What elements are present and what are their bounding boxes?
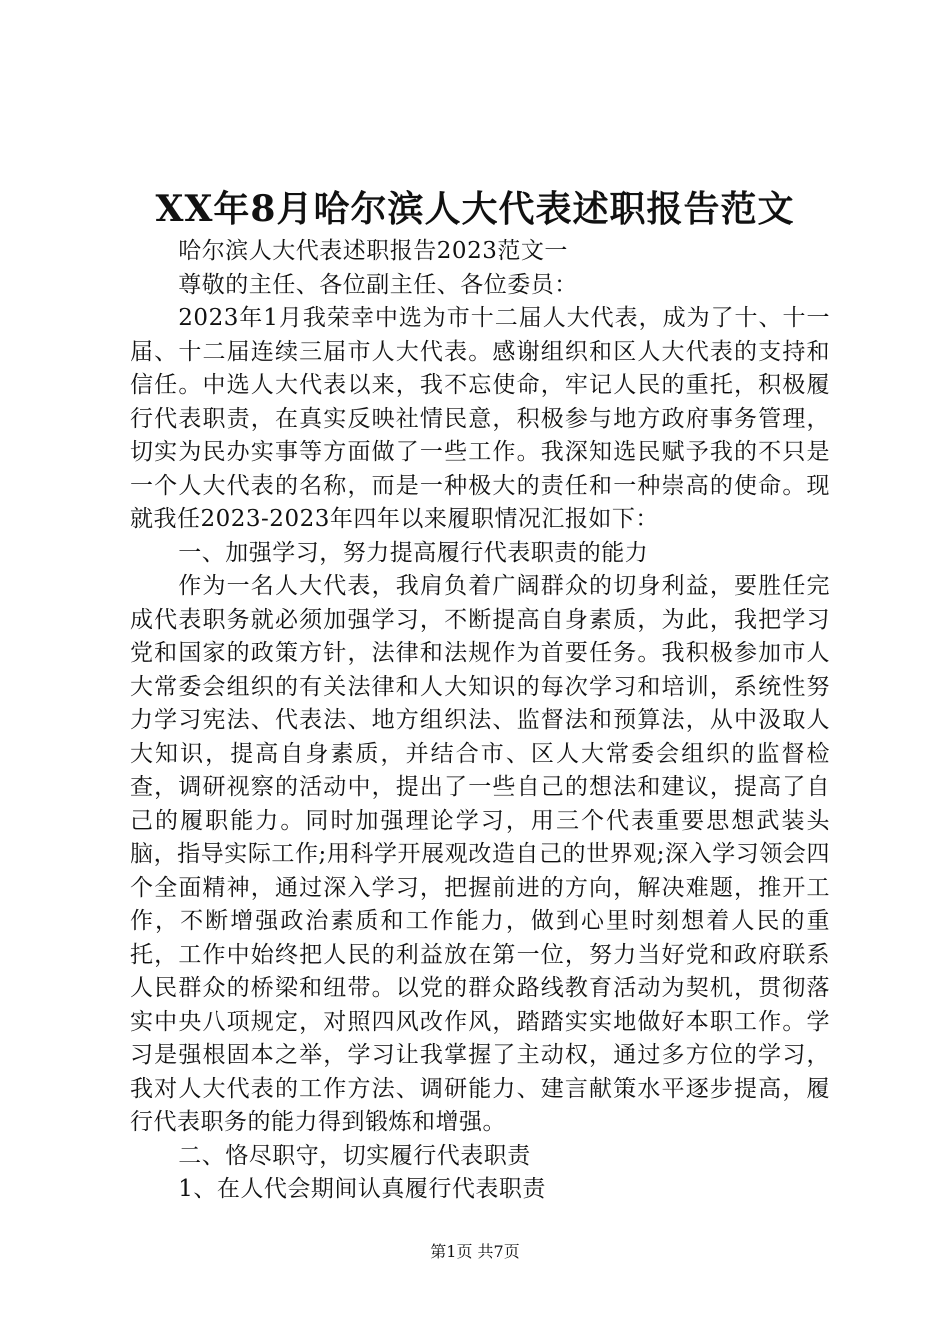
intro-paragraph: 2023年1月我荣幸中选为市十二届人大代表，成为了十、十一届、十二届连续三届市人大代表。感谢组织和区人大代表的支持和信任。中选人大代表以来，我不忘使命，牢记人民的重托，积极履行代表职责，在真实反映社情民意，积极参与地方政府事务管理，切实为民办实事等方面做了一些工作。我深知选民赋予我的不只是一个人大代表的名称，而是一种极大的责任和一种崇高的使命。现就我任2023-2023年四年以来履职情况汇报如下：	[130, 305, 830, 532]
subsection-heading-1: 1、在人代会期间认真履行代表职责	[178, 1176, 546, 1202]
document-body	[130, 235, 830, 1207]
section-heading-2: 二、恪尽职守，切实履行代表职责	[178, 1142, 531, 1169]
subtitle-paragraph: 哈尔滨人大代表述职报告2023范文一	[178, 238, 568, 264]
section-1-paragraph: 作为一名人大代表，我肩负着广阔群众的切身利益，要胜任完成代表职务就必须加强学习，不断提高自身素质，为此，我把学习党和国家的政策方针，法律和法规作为首要任务。我积极参加市人大常委会组织的有关法律和人大知识的每次学习和培训，系统性努力学习宪法、代表法、地方组织法、监督法和预算法，从中汲取人大知识，提高自身素质，并结合市、区人大常委会组织的监督检查，调研视察的活动中，提出了一些自己的想法和建议，提高了自己的履职能力。同时加强理论学习，用三个代表重要思想武装头脑，指导实际工作;用科学开展观改造自己的世界观;深入学习领会四个全面精神，通过深入学习，把握前进的方向，解决难题，推开工作，不断增强政治素质和工作能力，做到心里时刻想着人民的重托，工作中始终把人民的利益放在第一位，努力当好党和政府联系人民群众的桥梁和纽带。以党的群众路线教育活动为契机，贯彻落实中央八项规定，对照四风改作风，踏踏实实地做好本职工作。学习是强根固本之举，学习让我掌握了主动权，通过多方位的学习，我对人大代表的工作方法、调研能力、建言献策水平逐步提高，履行代表职务的能力得到锻炼和增强。	[130, 573, 830, 1135]
section-heading-1: 一、加强学习，努力提高履行代表职责的能力	[178, 539, 649, 566]
document-title: XX年8月哈尔滨人大代表述职报告范文	[155, 188, 795, 230]
salutation-paragraph: 尊敬的主任、各位副主任、各位委员：	[178, 271, 578, 298]
page-footer: 第1页 共7页	[430, 1242, 520, 1261]
